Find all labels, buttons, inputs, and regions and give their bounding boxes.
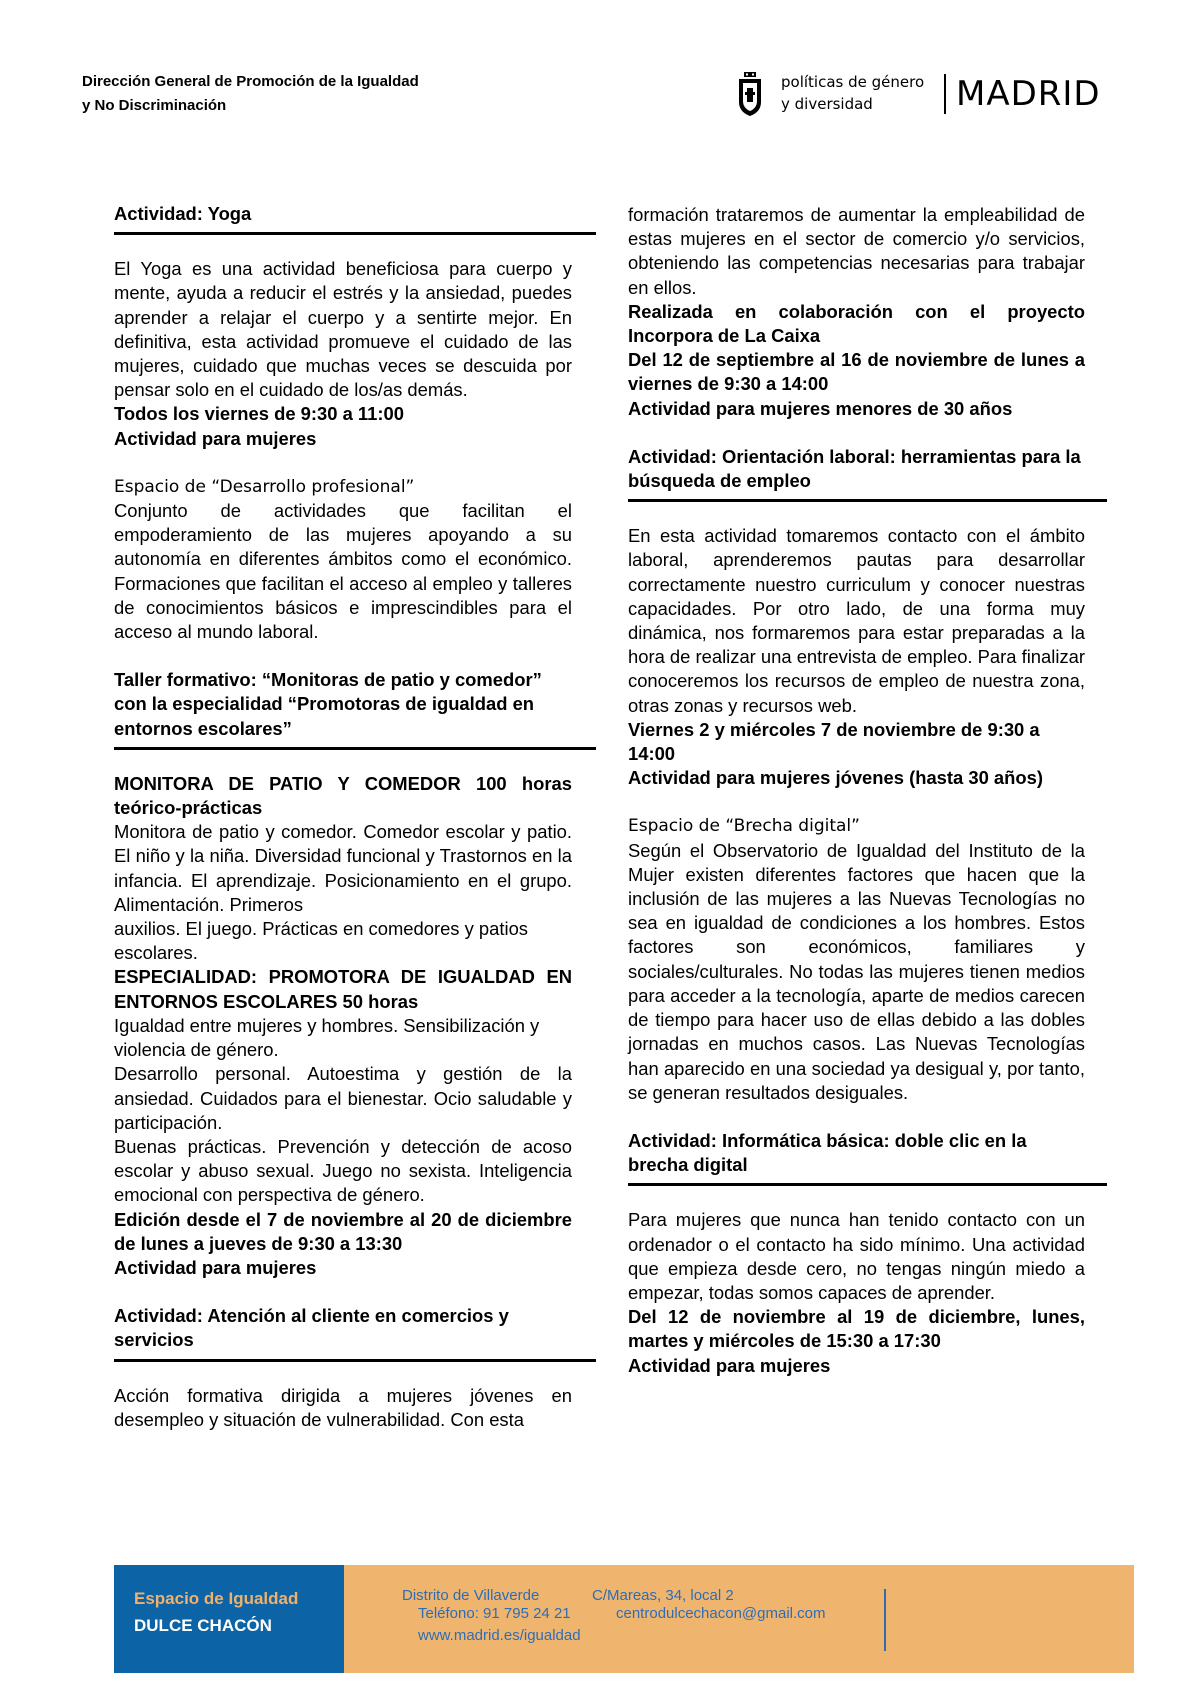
spacer bbox=[628, 790, 1085, 814]
taller-title: Taller formativo: “Monitoras de patio y comedor” con la especialidad “Promotoras de igualdad en entornos escolares” bbox=[114, 669, 542, 739]
footer-district: Distrito de Villaverde bbox=[402, 1587, 540, 1604]
yoga-title: Actividad: Yoga bbox=[114, 203, 252, 224]
cliente-collaboration: Realizada en colaboración con el proyecto Incorpora de La Caixa bbox=[628, 300, 1085, 347]
spacer bbox=[114, 451, 572, 475]
section-rule bbox=[114, 232, 596, 235]
section-rule bbox=[628, 1183, 1107, 1186]
org-header bbox=[82, 70, 419, 118]
cliente-description: Acción formativa dirigida a mujeres jóvenes en desempleo y situación de vulnerabilidad. Con esta bbox=[114, 1384, 572, 1430]
madrid-coat-of-arms-icon bbox=[738, 72, 762, 116]
informatica-audience: Actividad para mujeres bbox=[628, 1354, 831, 1376]
orientacion-title: Actividad: Orientación laboral: herramientas para la búsqueda de empleo bbox=[628, 445, 1081, 492]
taller-schedule: Edición desde el 7 de noviembre al 20 de diciembre de lunes a jueves de 9:30 a 13:30 bbox=[114, 1208, 572, 1254]
especialidad-text-2: Desarrollo personal. Autoestima y gestión de la ansiedad. Cuidados para el bienestar. Ocio saludable y participación. bbox=[114, 1063, 572, 1133]
orientacion-description: En esta actividad tomaremos contacto con el ámbito laboral, aprenderemos pautas para desarrollar correctamente nuestro curriculum y conocer nuestras capacidades. Por otro lado, de una forma muy dinámica, nos formaremos para estar preparadas a la hora de realizar una entrevista de empleo. Para finalizar conoceremos los recursos de empleo de nuestra zona, otras zonas y recursos web. bbox=[628, 525, 1085, 716]
footer-web-link[interactable]: www.madrid.es/igualdad bbox=[418, 1627, 581, 1644]
orientacion-schedule: Viernes 2 y miércoles 7 de noviembre de 9:30 a 14:00 bbox=[628, 718, 1040, 765]
cliente-description-cont: formación trataremos de aumentar la empleabilidad de estas mujeres en el sector de comercio y/o servicios, obteniendo las competencias necesarias para trabajar en ellos. bbox=[628, 204, 1085, 298]
org-name-line1: Dirección General de Promoción de la Igualdad bbox=[82, 73, 419, 90]
section-rule bbox=[114, 1359, 596, 1362]
informatica-title: Actividad: Informática básica: doble clic en la brecha digital bbox=[628, 1129, 1027, 1176]
brand-city: MADRID bbox=[956, 74, 1101, 114]
informatica-schedule: Del 12 de noviembre al 19 de diciembre, lunes, martes y miércoles de 15:30 a 17:30 bbox=[628, 1306, 1085, 1352]
monitora-heading: MONITORA DE PATIO Y COMEDOR 100 horas teórico-prácticas bbox=[114, 772, 572, 819]
spacer bbox=[628, 1105, 1085, 1129]
cliente-schedule: Del 12 de septiembre al 16 de noviembre de lunes a viernes de 9:30 a 14:00 bbox=[628, 349, 1085, 395]
section-rule bbox=[114, 747, 596, 750]
monitora-text-1: Monitora de patio y comedor. Comedor escolar y patio. El niño y la niña. Diversidad funcional y Trastornos en la infancia. El aprendizaje. Posicionamiento en el grupo. Alimentación. Primeros bbox=[114, 821, 572, 915]
especialidad-text-3: Buenas prácticas. Prevención y detección de acoso escolar y abuso sexual. Juego no sexista. Inteligencia emocional con perspectiva de género. bbox=[114, 1135, 572, 1206]
footer-banner bbox=[114, 1565, 1134, 1673]
logo-divider bbox=[944, 74, 946, 114]
org-name-line2: y No Discriminación bbox=[82, 97, 227, 114]
cliente-title: Actividad: Atención al cliente en comercios y servicios bbox=[114, 1305, 509, 1351]
brand-line1: políticas de género bbox=[781, 73, 925, 91]
spacer bbox=[114, 644, 572, 668]
footer-phone: Teléfono: 91 795 24 21 bbox=[418, 1605, 571, 1622]
monitora-text-2: auxilios. El juego. Prácticas en comedores y patios escolares. bbox=[114, 918, 528, 964]
spacer bbox=[114, 1280, 572, 1304]
footer-blue-block bbox=[114, 1565, 344, 1673]
orientacion-audience: Actividad para mujeres jóvenes (hasta 30 años) bbox=[628, 767, 1043, 789]
footer-divider bbox=[884, 1589, 886, 1651]
spacer bbox=[628, 421, 1085, 445]
footer-address: C/Mareas, 34, local 2 bbox=[592, 1587, 734, 1604]
yoga-audience: Actividad para mujeres bbox=[114, 427, 317, 449]
taller-audience: Actividad para mujeres bbox=[114, 1256, 317, 1278]
brand-line2: y diversidad bbox=[781, 95, 873, 113]
brecha-description: Según el Observatorio de Igualdad del Instituto de la Mujer existen diferentes factores que hacen que la inclusión de las mujeres a las Nuevas Tecnologías no sea en igualdad de condiciones a los hombres. Estos factores son económicos, familiares y sociales/culturales. No todas las mujeres tienen medios para acceder a la tecnología, aparte de medios carecen de tiempo para hacer uso de ellas debido a las dobles jornadas en muchos casos. Las Nuevas Tecnologías han aparecido en una sociedad ya desigual y, por tanto, se generan resultados desiguales. bbox=[628, 839, 1085, 1103]
yoga-schedule: Todos los viernes de 9:30 a 11:00 bbox=[114, 403, 404, 425]
madrid-logo bbox=[738, 70, 1101, 120]
footer-space-name: DULCE CHACÓN bbox=[134, 1616, 272, 1635]
footer-space-label: Espacio de Igualdad bbox=[134, 1589, 299, 1608]
right-column bbox=[628, 203, 1085, 1378]
dev-space-description: Conjunto de actividades que facilitan el empoderamiento de las mujeres apoyando a su autonomía en diferentes ámbitos como el económico. Formaciones que facilitan el acceso al empleo y talleres de conocimientos básicos e imprescindibles para el acceso al mundo laboral. bbox=[114, 500, 572, 643]
brecha-space-title: Espacio de “Brecha digital” bbox=[628, 816, 860, 837]
yoga-description: El Yoga es una actividad beneficiosa para cuerpo y mente, ayuda a reducir el estrés y la ansiedad, puedes aprender a relajar el cuerpo y a sentirte mejor. En definitiva, esta actividad promueve el cuidado de las mujeres, cuidado que muchas veces se descuida por pensar solo en el cuidado de los/as demás. bbox=[114, 258, 572, 401]
section-rule bbox=[628, 499, 1107, 502]
footer-email[interactable]: centrodulcechacon@gmail.com bbox=[616, 1605, 826, 1622]
cliente-audience: Actividad para mujeres menores de 30 años bbox=[628, 397, 1013, 419]
informatica-description: Para mujeres que nunca han tenido contacto con un ordenador o el contacto ha sido mínimo. Una actividad que empieza desde cero, no tengas ningún miedo a empezar, todas somos capaces de aprender. bbox=[628, 1209, 1085, 1303]
especialidad-text-1: Igualdad entre mujeres y hombres. Sensibilización y violencia de género. bbox=[114, 1014, 540, 1061]
left-column bbox=[114, 202, 572, 1432]
dev-space-title: Espacio de “Desarrollo profesional” bbox=[114, 476, 415, 497]
especialidad-heading: ESPECIALIDAD: PROMOTORA DE IGUALDAD EN ENTORNOS ESCOLARES 50 horas bbox=[114, 966, 572, 1012]
